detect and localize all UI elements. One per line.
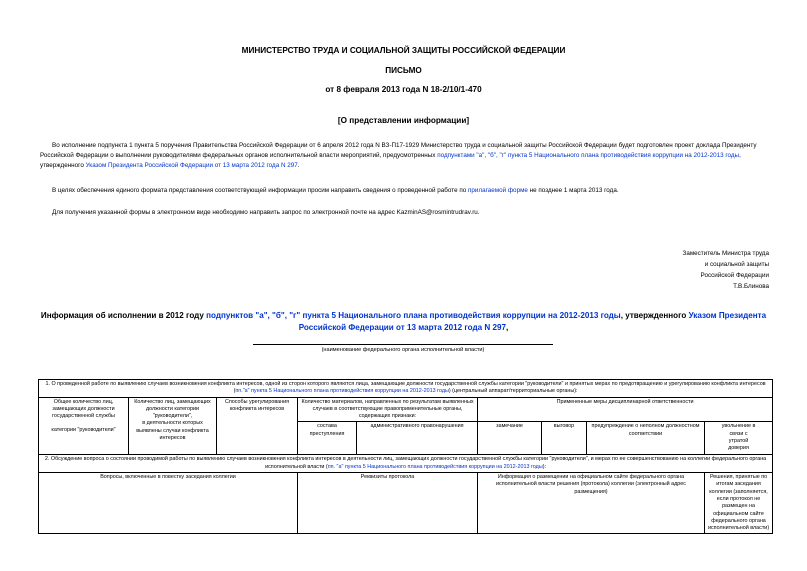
section-2-plan-link[interactable]: пп. "а" пункта 5 Национального плана противодействия коррупции на 2012-2013 годы — [327, 463, 543, 470]
paragraph-1-text: Во исполнение подпункта 1 пункта 5 поручения Правительства Российской Федерации от 6 апреля 2012 года N ВЗ-П17-1929 Министерство труда и социальной защиты Российской Федерации будет подготовлен проект доклада Президенту Российской Федерации о выполнении руководителями федеральных органов исполнительной власти мероприятий, предусмотренных — [40, 142, 757, 159]
section-1-header-row — [39, 380, 773, 398]
section-1-text: 1. О проведенной работе по выявлению случаев возникновения конфликта интересов, одной из сторон которого являются лица, замещающие должности государственной службы категории "руководители" и принятых мерах по предотвращению и урегулированию конфликта интересов ( — [45, 381, 766, 395]
col-conflict-officials — [129, 397, 217, 455]
paragraph-2-end: не позднее 1 марта 2013 года. — [527, 187, 619, 194]
attached-form-link[interactable]: прилагаемой форме — [468, 187, 528, 194]
info-form-table — [38, 379, 773, 534]
decree-297-link[interactable]: Указом Президента Российской Федерации от 13 марта 2012 года N 297 — [85, 162, 298, 169]
national-plan-link[interactable]: подпунктами "а", "б", "г" пункта 5 Национального плана противодействия коррупции на 2012-2013 годы — [437, 152, 740, 159]
col-settlement-methods: Способы урегулирования конфликта интересов — [217, 397, 298, 455]
section-2-header — [39, 455, 773, 473]
paragraph-1-mid: , утвержденного — [40, 152, 741, 169]
subcol-dismissal-label: увольнение в связи с утратой доверия — [721, 423, 756, 452]
col-website-placement: Информация о размещении на официальном сайте федерального органа исполнительной власти решения (протокола) коллегии (электронный адрес размещения) — [478, 473, 705, 534]
col-total-officials — [39, 397, 129, 455]
form-title-mid: , утвержденного — [620, 311, 689, 320]
organ-name-caption: (наименование федерального органа исполнительной власти) — [321, 347, 485, 353]
section-1-columns-row — [39, 397, 773, 422]
form-title-text: Информация об исполнении в 2012 году — [40, 311, 207, 320]
col-materials-sent: Количество материалов, направленных по результатам выявленных случаев в соответствующие правоприменительные органы, содержащих признаки: — [298, 397, 478, 422]
col-agenda-questions: Вопросы, включенные в повестку заседания коллегии — [39, 473, 298, 534]
signature-country: Российской Федерации — [700, 272, 769, 279]
paragraph-1 — [40, 141, 770, 171]
col-conflict-officials-detail: в деятельности которых выявлены случаи конфликта интересов — [136, 420, 209, 442]
section-2-columns-row — [39, 473, 773, 534]
col-conflict-officials-label: Количество лиц, замещающих должности категории "руководители", — [134, 398, 211, 420]
section-2-text-end: ): — [542, 463, 546, 470]
signature-name: Т.В.Блинова — [733, 283, 769, 290]
section-1-text-end: ) (центральный аппарат/территориальные органы): — [448, 388, 578, 395]
subcol-reprimand: выговор — [542, 422, 587, 455]
document-date-number: от 8 февраля 2013 года N 18-2/10/1-470 — [325, 85, 482, 94]
form-title-decree-link[interactable]: Указом Президента Российской Федерации от 13 марта 2012 года N 297 — [298, 311, 767, 332]
paragraph-2-text: В целях обеспечения единого формата представления соответствующей информации просим направить сведения о проведенной работе по — [52, 187, 469, 194]
section-2-text: 2. Обсуждение вопроса о состоянии проводимой работы по выявлению случаев возникновения конфликта интересов в деятельности лиц, замещающих должности государственной службы категории "руководители", и мерах по ее совершенствованию на коллегии федерального органа исполнительной власти ( — [44, 456, 767, 470]
signature-block — [683, 248, 769, 292]
subcol-warning: предупреждение о неполном должностном соответствии — [587, 422, 705, 455]
subcol-remark: замечание — [478, 422, 542, 455]
form-title-end: , — [506, 323, 509, 332]
col-total-officials-category: категории "руководители" — [51, 427, 116, 434]
subcol-crime: состава преступления — [298, 422, 357, 455]
document-subject: [О представлении информации] — [337, 116, 470, 125]
col-disciplinary-measures: Примененные меры дисциплинарной ответственности — [478, 397, 773, 422]
form-title — [20, 310, 787, 334]
signature-position: Заместитель Министра труда — [682, 250, 769, 257]
signature-position-2: и социальной защиты — [704, 261, 769, 268]
paragraph-2 — [40, 186, 770, 196]
form-title-plan-link[interactable]: подпунктов "а", "б", "г" пункта 5 Национального плана противодействия коррупции на 2012-2013 годы — [206, 311, 621, 320]
section-1-plan-link[interactable]: пп."а" пункта 5 Национального плана противодействия коррупции на 2012-2013 годы — [235, 388, 449, 395]
col-board-decisions: Решения, принятые по итогам заседания коллегии (заполняется, если протокол не размещен на официальном сайте федерального органа исполнительной власти) — [705, 473, 773, 534]
paragraph-1-end: . — [297, 162, 300, 169]
col-protocol-details: Реквизиты протокола — [298, 473, 478, 534]
section-2-header-row — [39, 455, 773, 473]
paragraph-3: Для получения указанной формы в электронном виде необходимо направить запрос по электронной почте на адрес KazminAS@rosmintrudrav.ru. — [52, 209, 480, 216]
subcol-dismissal — [705, 422, 773, 455]
organ-name-line — [253, 344, 553, 345]
section-1-header — [39, 380, 773, 398]
document-type: ПИСЬМО — [385, 66, 422, 75]
ministry-name: МИНИСТЕРСТВО ТРУДА И СОЦИАЛЬНОЙ ЗАЩИТЫ РОССИЙСКОЙ ФЕДЕРАЦИИ — [241, 46, 566, 55]
subcol-admin-offense: административного правонарушения — [357, 422, 478, 455]
col-total-officials-label: Общее количество лиц, замещающих должности государственной службы — [52, 398, 115, 420]
